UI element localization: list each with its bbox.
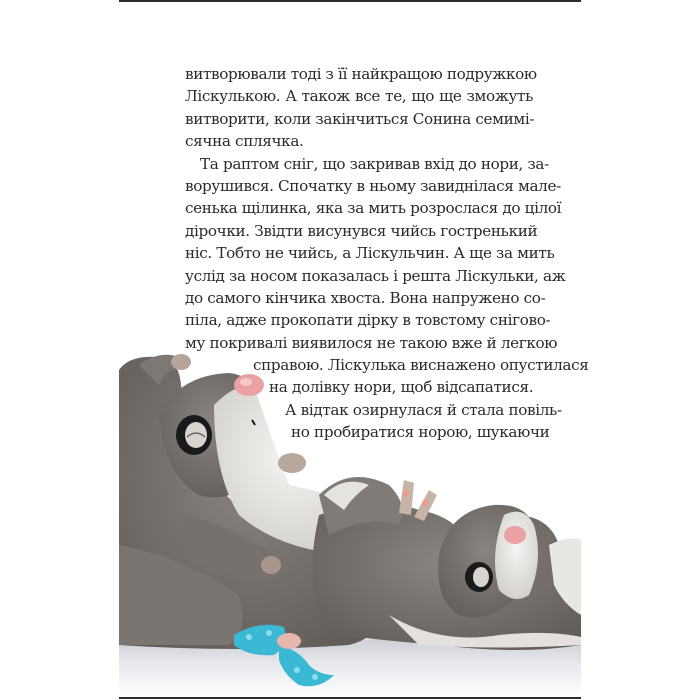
page-bottom-edge <box>119 697 581 699</box>
text-line: ніс. Тобто не чийсь, а Ліскульчин. А ще за мить <box>185 244 555 263</box>
text-line: услід за носом показалась і решта Ліскульки, аж <box>185 266 566 285</box>
text-line: до самого кінчика хвоста. Вона напружено со- <box>185 288 546 307</box>
text-line: А відтак озирнулася й стала повіль- <box>285 400 562 419</box>
text-line: справою. Ліскулька виснажено опустилася <box>253 356 589 375</box>
text-line: Та раптом сніг, що закривав вхід до нори, за- <box>200 154 549 173</box>
text-line: ворушився. Спочатку в ньому завиднілася мале- <box>185 176 561 195</box>
text-line: сенька щілинка, яка за мить розрослася до цілої <box>185 199 562 218</box>
dormice-illustration <box>119 345 589 697</box>
text-line: витворити, коли закінчиться Сонина семимі- <box>185 109 535 128</box>
text-line: піла, адже прокопати дірку в товстому снігово- <box>185 311 551 330</box>
text-line: му покривалі виявилося не такою вже й легкою <box>185 333 558 352</box>
text-line: на долівку нори, щоб відсапатися. <box>269 378 534 397</box>
text-line: сячна сплячка. <box>185 132 304 151</box>
text-line: дірочки. Звідти висунувся чийсь гостренький <box>185 221 538 240</box>
text-line: витворювали тоді з її найкращою подружкою <box>185 65 537 83</box>
dormouse-right <box>312 477 581 650</box>
text-line: но пробиратися норою, шукаючи <box>291 423 550 442</box>
text-line: Ліскулькою. А також все те, що ще зможуть <box>185 87 533 106</box>
page-top-edge <box>119 0 581 2</box>
